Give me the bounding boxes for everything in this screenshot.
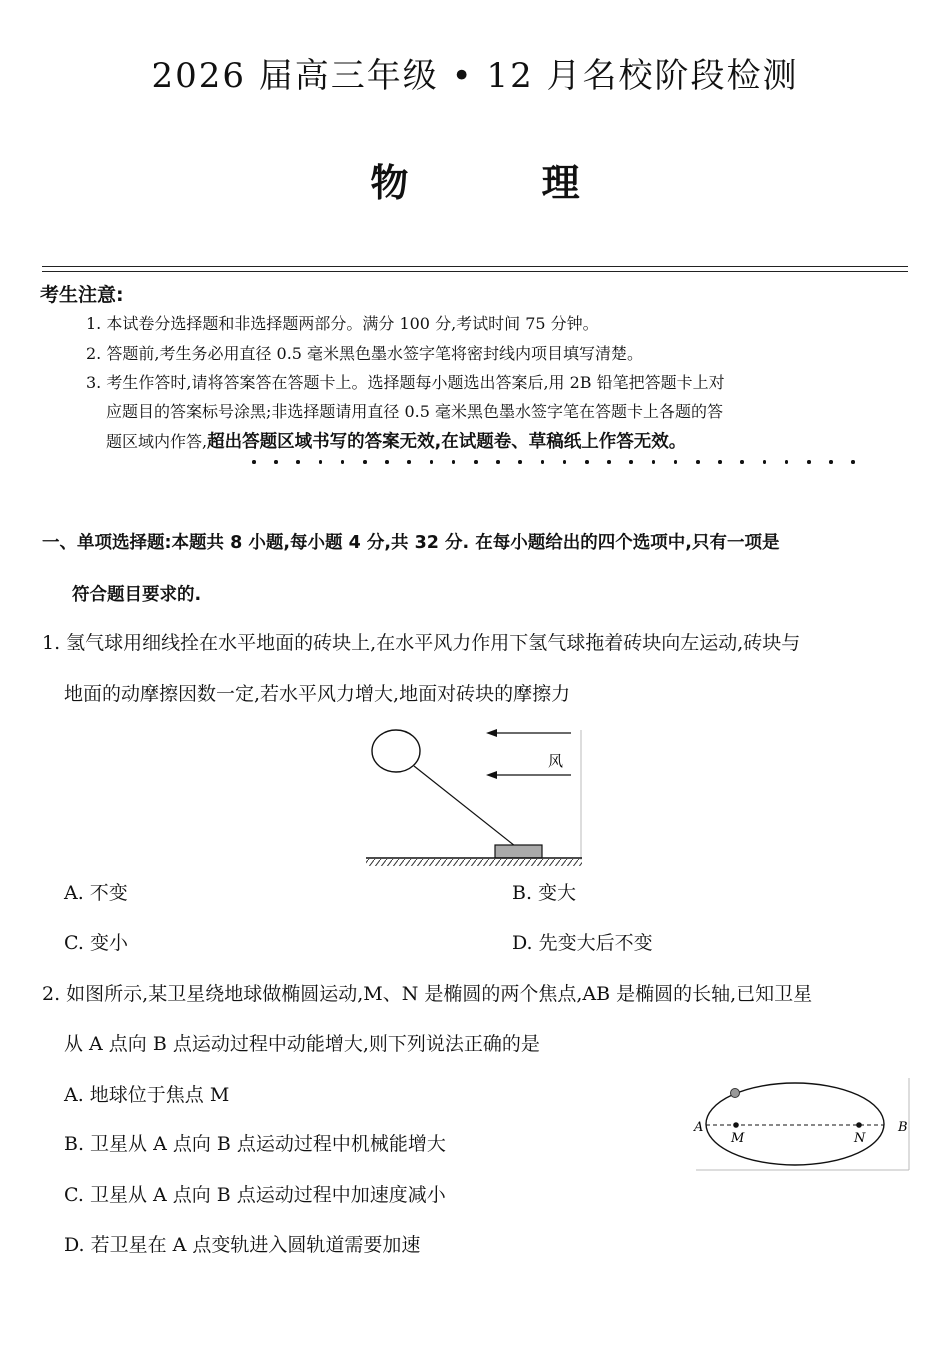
wind-label: 风: [548, 752, 564, 770]
satellite: [731, 1089, 740, 1098]
label-a: A: [694, 1120, 704, 1135]
divider-bottom: [42, 271, 908, 272]
emphasis-dot: [385, 460, 389, 464]
emphasis-dot: [629, 460, 633, 464]
emphasis-dot: [696, 460, 700, 464]
emphasis-dot: [829, 460, 833, 464]
q1-option-c[interactable]: C. 变小: [64, 932, 128, 954]
emphasis-dot: [518, 460, 522, 464]
notice-heading: 考生注意:: [40, 284, 124, 306]
emphasis-dot: [585, 460, 589, 464]
emphasis-dot: [807, 460, 811, 464]
q1-stem-line-1: 1. 氢气球用细线拴在水平地面的砖块上,在水平风力作用下氢气球拖着砖块向左运动,砖块与: [42, 632, 801, 654]
q2-option-c[interactable]: C. 卫星从 A 点向 B 点运动过程中加速度减小: [64, 1184, 446, 1206]
q1-stem-line-2: 地面的动摩擦因数一定,若水平风力增大,地面对砖块的摩擦力: [64, 683, 571, 705]
emphasis-dot: [496, 460, 500, 464]
focus-m-point: [733, 1122, 739, 1128]
emphasis-dot: [274, 460, 278, 464]
exam-title: 2026 届高三年级 • 12 月名校阶段检测: [151, 56, 799, 96]
q2-stem-line-2: 从 A 点向 B 点运动过程中动能增大,则下列说法正确的是: [64, 1033, 540, 1055]
ground-hatch: [366, 859, 582, 866]
emphasis-dot: [785, 460, 789, 464]
q2-option-a[interactable]: A. 地球位于焦点 M: [64, 1084, 230, 1106]
emphasis-dot: [407, 460, 411, 464]
q2-option-b[interactable]: B. 卫星从 A 点向 B 点运动过程中机械能增大: [64, 1133, 446, 1155]
wind-arrowhead-2: [486, 771, 497, 779]
emphasis-dot: [740, 460, 744, 464]
subject-title: 物 理: [370, 161, 640, 205]
q2-orbit-figure: [690, 1076, 915, 1176]
q1-option-a[interactable]: A. 不变: [64, 882, 128, 904]
emphasis-dot: [541, 460, 545, 464]
notice-item-3-line-1: 3. 考生作答时,请将答案答在答题卡上。选择题每小题选出答案后,用 2B 铅笔把答题卡上对: [86, 373, 725, 392]
brick: [495, 845, 542, 858]
emphasis-dot: [851, 460, 855, 464]
notice-item-2: 2. 答题前,考生务必用直径 0.5 毫米黑色墨水签字笔将密封线内项目填写清楚。: [86, 344, 644, 363]
focus-n-point: [856, 1122, 862, 1128]
notice-item-3-line-3: [106, 427, 686, 457]
q1-option-b[interactable]: B. 变大: [512, 882, 577, 904]
notice-item-1: 1. 本试卷分选择题和非选择题两部分。满分 100 分,考试时间 75 分钟。: [86, 314, 599, 333]
label-n: N: [854, 1131, 866, 1146]
wind-arrowhead-1: [486, 729, 497, 737]
emphasis-dot: [430, 460, 434, 464]
emphasis-dot: [319, 460, 323, 464]
emphasis-dot: [363, 460, 367, 464]
emphasis-dot: [252, 460, 256, 464]
emphasis-dot: [607, 460, 611, 464]
notice-item-3-line-2: 应题目的答案标号涂黑;非选择题请用直径 0.5 毫米黑色墨水签字笔在答题卡上各题的答: [106, 402, 724, 421]
balloon: [372, 730, 420, 772]
emphasis-dot: [674, 460, 678, 464]
emphasis-dot: [474, 460, 478, 464]
notice-item-3-prefix: 题区域内作答,: [106, 432, 208, 451]
label-m: M: [731, 1131, 745, 1146]
emphasis-dot: [341, 460, 345, 464]
emphasis-dot: [296, 460, 300, 464]
section-1-heading-line-1: 一、单项选择题:本题共 8 小题,每小题 4 分,共 32 分. 在每小题给出的四个选项中,只有一项是: [42, 533, 780, 553]
emphasis-dot: [452, 460, 456, 464]
section-1-heading-line-2: 符合题目要求的.: [72, 585, 202, 605]
emphasis-dot: [563, 460, 567, 464]
notice-emphasis: 超出答题区域书写的答案无效,在试题卷、草稿纸上作答无效。: [207, 432, 687, 452]
q1-option-d[interactable]: D. 先变大后不变: [512, 932, 653, 954]
q2-stem-line-1: 2. 如图所示,某卫星绕地球做椭圆运动,M、N 是椭圆的两个焦点,AB 是椭圆的长轴,已知卫星: [42, 983, 813, 1005]
emphasis-dot: [763, 460, 767, 464]
q1-balloon-figure: [362, 724, 587, 869]
divider-top: [42, 266, 908, 267]
string: [414, 766, 515, 846]
emphasis-dot: [652, 460, 656, 464]
label-b: B: [898, 1120, 908, 1135]
emphasis-dot: [718, 460, 722, 464]
q2-option-d[interactable]: D. 若卫星在 A 点变轨进入圆轨道需要加速: [64, 1234, 421, 1256]
